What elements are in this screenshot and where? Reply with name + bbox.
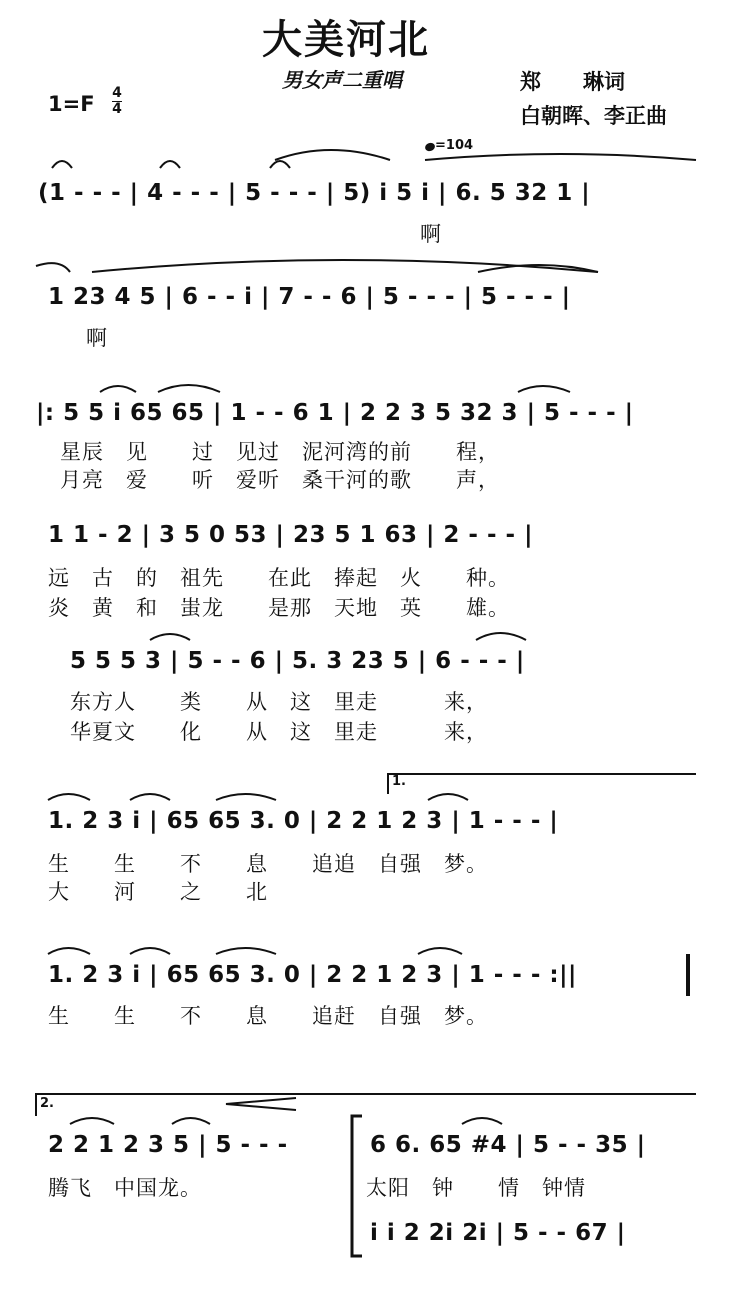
system-7-lyric: 生 生 不 息 追赶 自强 梦。 [48, 1004, 488, 1028]
slur-16 [130, 948, 170, 954]
duet-brace [352, 1116, 362, 1256]
volta-1-bracket [388, 774, 696, 794]
system-6-notes: 1. 2 3 i | 65 65 3. 0 | 2 2 1 2 3 | 1 - - - | [48, 808, 559, 834]
slur-6 [100, 386, 136, 392]
system-5-lyric-1: 东方人 类 从 这 里走 来， [70, 690, 488, 714]
fermata-1 [52, 161, 72, 168]
system-8-lyric: 腾飞 中国龙。 [48, 1176, 202, 1200]
slur-13 [216, 794, 276, 800]
song-title: 大美河北 [262, 17, 430, 63]
lyricist-credit: 郑 琳词 [520, 70, 625, 94]
system-8-notes: 2 2 1 2 3 5 | 5 - - - [48, 1132, 288, 1158]
system-2-lyric: 啊 [86, 326, 108, 350]
volta-2-bracket [36, 1094, 696, 1116]
slur-10 [476, 633, 526, 640]
time-signature-top: 4 [112, 85, 122, 101]
system-6-lyric-2: 大 河 之 北 [48, 880, 268, 904]
slur-11 [48, 794, 90, 800]
duet-lower-notes: i i 2 2i 2i | 5 - - 67 | [370, 1220, 626, 1246]
duet-upper-notes: 6 6. 65 #4 | 5 - - 35 | [370, 1132, 646, 1158]
duet-upper-lyric: 太阳 钟 情 钟情 [366, 1176, 586, 1200]
system-7-notes: 1. 2 3 i | 65 65 3. 0 | 2 2 1 2 3 | 1 - - - :|| [48, 962, 577, 988]
slur-14 [428, 794, 468, 800]
slur-1 [275, 150, 390, 160]
fermata-2 [160, 161, 180, 168]
system-4-lyric-1: 远 古 的 祖先 在此 捧起 火 种。 [48, 566, 510, 590]
slur-9 [150, 634, 190, 640]
slur-7 [158, 385, 220, 392]
tempo-value: =104 [435, 138, 474, 153]
system-5-lyric-2: 华夏文 化 从 这 里走 来， [70, 720, 488, 744]
system-2-notes: 1 23 4 5 | 6 - - i | 7 - - 6 | 5 - - - | 5 - - - | [48, 284, 571, 310]
time-signature-bottom: 4 [112, 101, 122, 117]
song-subtitle: 男女声二重唱 [282, 68, 402, 92]
crescendo-hairpin [226, 1098, 296, 1110]
slur-3 [36, 263, 70, 272]
system-1-notes: (1 - - - | 4 - - - | 5 - - - | 5) i 5 i | 6. 5 32 1 | [38, 180, 591, 206]
system-1-lyric: 啊 [420, 222, 442, 246]
system-6-lyric-1: 生 生 不 息 追追 自强 梦。 [48, 852, 488, 876]
slur-18 [418, 948, 462, 954]
slur-12 [130, 794, 170, 800]
slur-8 [518, 386, 570, 392]
system-4-lyric-2: 炎 黄 和 蚩龙 是那 天地 英 雄。 [48, 596, 510, 620]
volta-1-label: 1. [392, 774, 406, 789]
system-4-notes: 1 1 - 2 | 3 5 0 53 | 23 5 1 63 | 2 - - - | [48, 522, 533, 548]
system-3-lyric-2: 月亮 爱 听 爱听 桑干河的歌 声， [60, 468, 500, 492]
system-5-notes: 5 5 5 3 | 5 - - 6 | 5. 3 23 5 | 6 - - - | [70, 648, 525, 674]
system-3-notes: |: 5 5 i 65 65 | 1 - - 6 1 | 2 2 3 5 32 3 | 5 - - - | [36, 400, 634, 426]
volta-2-label: 2. [40, 1096, 54, 1111]
slur-17 [216, 948, 276, 954]
slur-20 [172, 1118, 210, 1124]
slur-15 [48, 948, 90, 954]
slur-21 [462, 1118, 502, 1124]
key-signature: 1=F [48, 92, 95, 116]
slur-19 [70, 1118, 114, 1124]
system-3-lyric-1: 星辰 见 过 见过 泥河湾的前 程， [60, 440, 500, 464]
composer-credit: 白朝晖、李正曲 [520, 104, 667, 128]
slur-2 [425, 154, 696, 160]
fermata-3 [270, 161, 290, 168]
